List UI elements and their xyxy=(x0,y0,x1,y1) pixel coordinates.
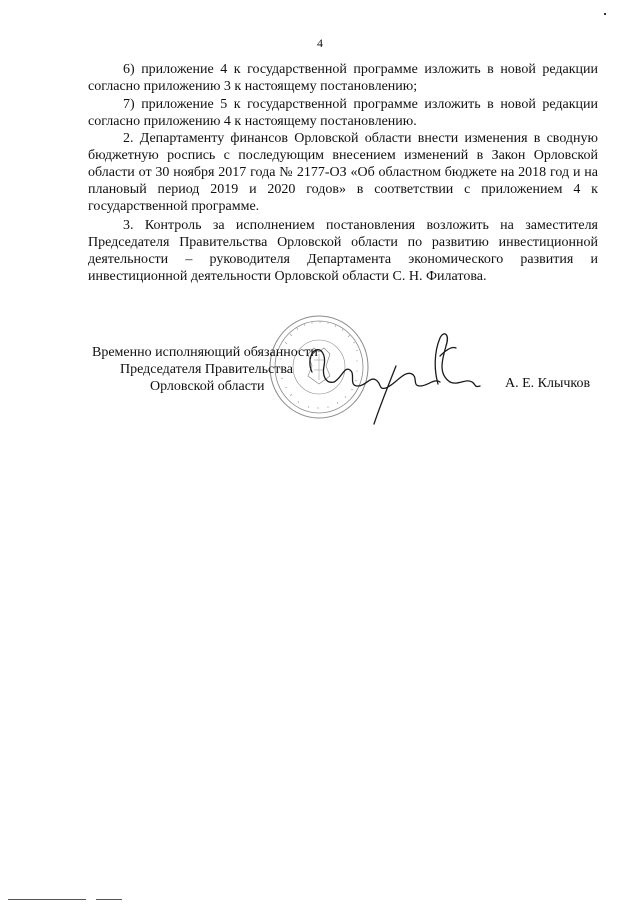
footer-rule-short xyxy=(96,899,122,900)
signatory-name: А. Е. Клычков xyxy=(505,376,591,391)
signatory-position-line-1: Временно исполняющий обязанности xyxy=(92,345,318,360)
footer-rule xyxy=(8,899,86,900)
page-number: 4 xyxy=(317,36,323,50)
handwritten-signature-icon xyxy=(300,326,500,426)
paragraph-item-7: 7) приложение 5 к государственной программе изложить в новой редакции согласно приложению 4 к настоящему постановлению. xyxy=(88,97,598,129)
signatory-position-line-2: Председателя Правительства xyxy=(120,362,294,377)
paragraph-item-6: 6) приложение 4 к государственной программе изложить в новой редакции согласно приложению 3 к настоящему постановлению; xyxy=(88,62,598,94)
paragraph-finance-department: 2. Департаменту финансов Орловской области внести изменения в сводную бюджетную роспись с последующим внесением изменений в Закон Орловской области от 30 ноября 2017 года № 2177-ОЗ «Об областном бюджете на 2018 год и на плановый период 2019 и 2020 годов» в соответствии с приложением 4 к государственной программе. xyxy=(88,131,598,214)
signatory-position-line-3: Орловской области xyxy=(150,379,265,394)
scan-dot xyxy=(604,13,606,15)
paragraph-control: 3. Контроль за исполнением постановления возложить на заместителя Председателя Правительства Орловской области по развитию инвестиционной деятельности – руководителя Департамента экономического развития и инвестиционной деятельности Орловской области С. Н. Филатова. xyxy=(88,218,598,284)
